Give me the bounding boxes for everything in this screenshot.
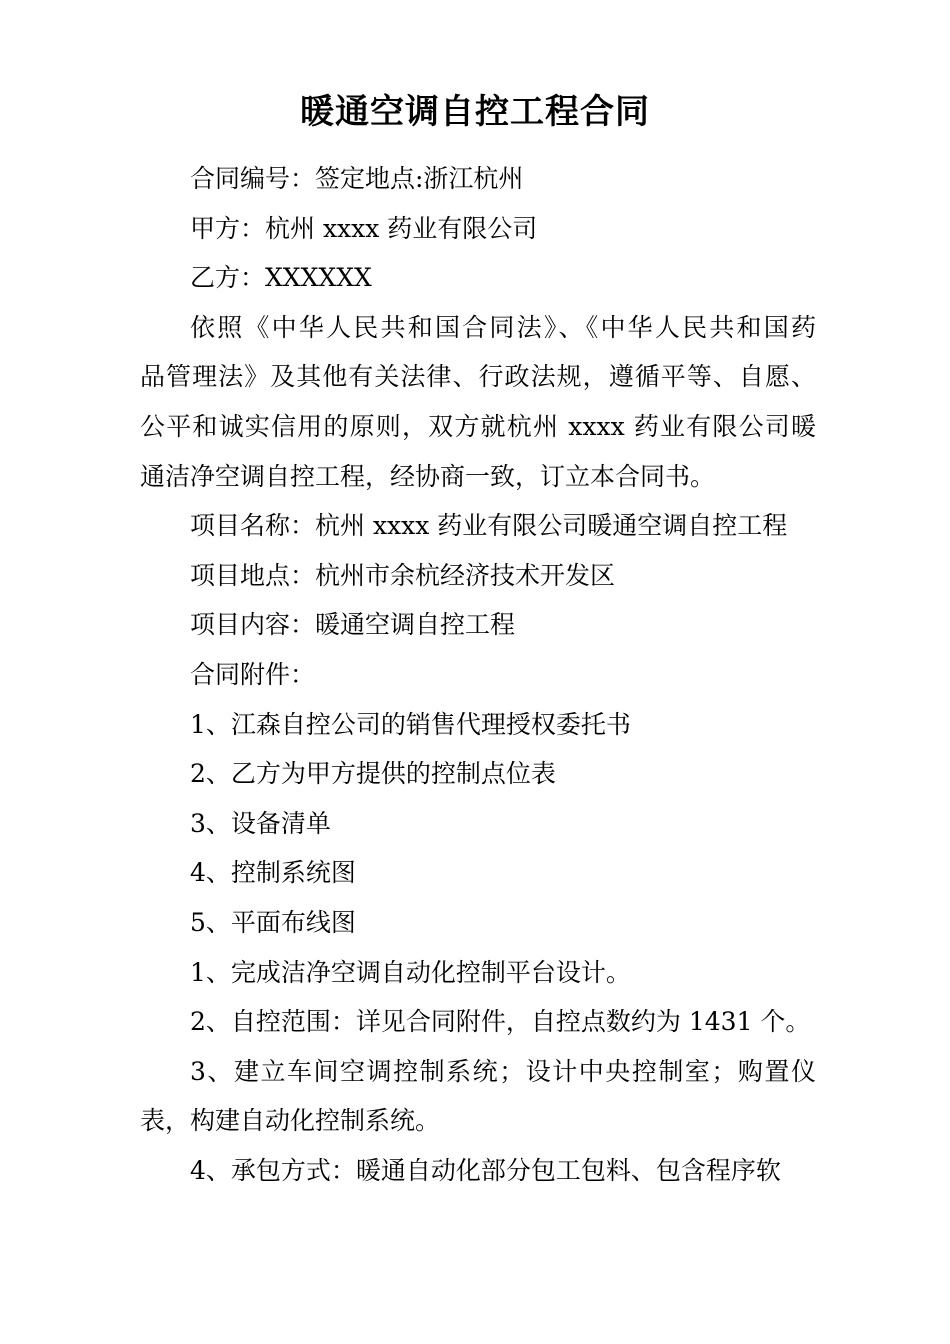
scope-item: 4、承包方式：暖通自动化部分包工包料、包含程序软 bbox=[190, 1155, 781, 1185]
document-title: 暖通空调自控工程合同 bbox=[300, 92, 650, 132]
party-a-line: 甲方：杭州 xxxx 药业有限公司 bbox=[190, 213, 538, 243]
preamble-line-2: 品管理法》及其他有关法律、行政法规，遵循平等、自愿、 bbox=[140, 362, 816, 392]
attachment-item: 3、设备清单 bbox=[190, 808, 331, 838]
attachment-item: 5、平面布线图 bbox=[190, 907, 356, 937]
attachment-item: 4、控制系统图 bbox=[190, 858, 356, 888]
attachments-heading: 合同附件： bbox=[190, 659, 316, 689]
project-content-line: 项目内容：暖通空调自控工程 bbox=[190, 610, 516, 640]
scope-item: 3、建立车间空调控制系统；设计中央控制室；购置仪 bbox=[190, 1056, 816, 1086]
project-name-line: 项目名称：杭州 xxxx 药业有限公司暖通空调自控工程 bbox=[190, 511, 788, 541]
party-b-line: 乙方：XXXXXX bbox=[190, 263, 372, 293]
project-location-line: 项目地点：杭州市余杭经济技术开发区 bbox=[190, 560, 616, 590]
preamble-line-4: 通洁净空调自控工程，经协商一致，订立本合同书。 bbox=[140, 461, 716, 491]
preamble-line-3: 公平和诚实信用的原则，双方就杭州 xxxx 药业有限公司暖 bbox=[140, 411, 816, 441]
preamble-line-1: 依照《中华人民共和国合同法》、《中华人民共和国药 bbox=[190, 312, 816, 342]
scope-item: 1、完成洁净空调自动化控制平台设计。 bbox=[190, 957, 631, 987]
contract-number-line: 合同编号：签定地点:浙江杭州 bbox=[190, 164, 524, 193]
document-body bbox=[140, 154, 816, 1195]
attachment-item: 2、乙方为甲方提供的控制点位表 bbox=[190, 759, 556, 789]
scope-item: 2、自控范围：详见合同附件，自控点数约为 1431 个。 bbox=[190, 1007, 811, 1037]
attachment-item: 1、江森自控公司的销售代理授权委托书 bbox=[190, 709, 631, 739]
scope-item-continuation: 表，构建自动化控制系统。 bbox=[140, 1106, 441, 1136]
